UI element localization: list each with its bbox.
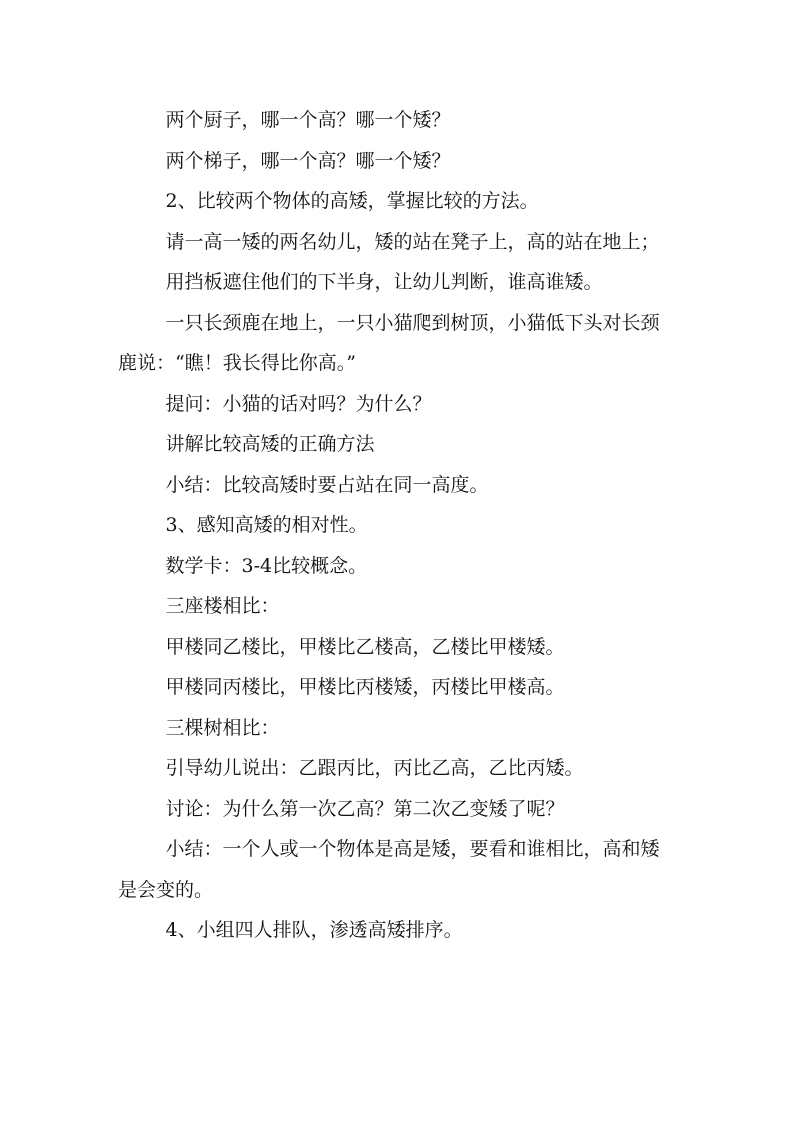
paragraph: 两个梯子，哪一个高？哪一个矮？ (165, 149, 451, 172)
paragraph: 三棵树相比： (165, 716, 280, 739)
paragraph: 甲楼同乙楼比，甲楼比乙楼高，乙楼比甲楼矮。 (165, 635, 565, 658)
paragraph: 甲楼同丙楼比，甲楼比丙楼矮，丙楼比甲楼高。 (165, 676, 565, 698)
paragraph: 讨论：为什么第一次乙高？第二次乙变矮了呢？ (165, 797, 565, 820)
paragraph: 引导幼儿说出：乙跟丙比，丙比乙高，乙比丙矮。 (165, 757, 584, 779)
paragraph: 请一高一矮的两名幼儿，矮的站在凳子上，高的站在地上； (165, 230, 660, 253)
paragraph: 数学卡：3-4比较概念。 (165, 554, 368, 577)
paragraph: 一只长颈鹿在地上，一只小猫爬到树顶，小猫低下头对长颈鹿说：“瞧！我长得比你高。” (118, 311, 660, 374)
paragraph: 3、感知高矮的相对性。 (165, 514, 368, 536)
document-body (118, 100, 678, 951)
paragraph: 小结：一个人或一个物体是高是矮，要看和谁相比，高和矮是会变的。 (118, 838, 660, 901)
paragraph: 2、比较两个物体的高矮，掌握比较的方法。 (165, 190, 539, 212)
paragraph: 小结：比较高矮时要占站在同一高度。 (165, 473, 489, 496)
paragraph: 三座楼相比： (165, 595, 280, 617)
paragraph: 讲解比较高矮的正确方法 (165, 433, 375, 455)
paragraph: 两个厨子，哪一个高？哪一个矮？ (165, 109, 451, 131)
paragraph: 提问：小猫的话对吗？为什么？ (165, 392, 432, 415)
paragraph: 4、小组四人排队，渗透高矮排序。 (165, 919, 463, 941)
paragraph: 用挡板遮住他们的下半身，让幼儿判断，谁高谁矮。 (165, 271, 603, 293)
